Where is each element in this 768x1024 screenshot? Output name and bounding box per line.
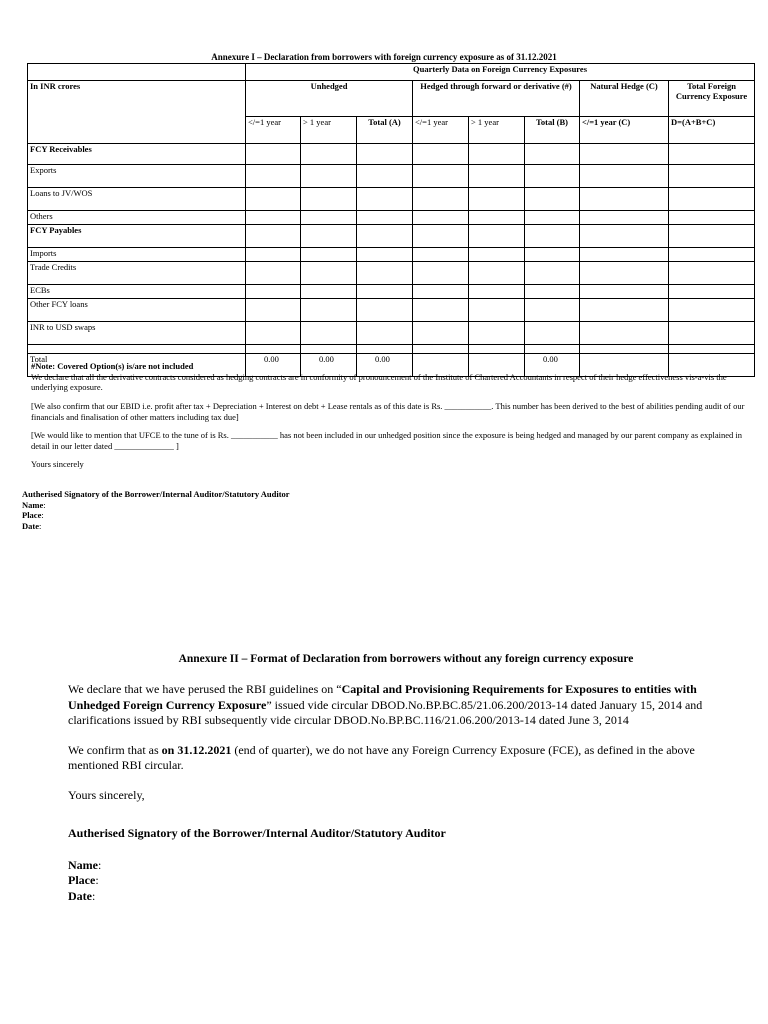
quarterly-data-header: Quarterly Data on Foreign Currency Exposures [246,64,755,81]
p1-start: We declare that we have perused the RBI guidelines on “ [68,682,342,696]
annexure-2-signature-block [68,826,446,904]
p1-bold: Capital and Provisioning Requirements for Exposures to entities with Unhedged Foreign Currency Exposure [68,682,697,712]
total-unhedged-total: 0.00 [357,354,413,377]
place-colon: : [41,510,44,521]
p2-bold: on 31.12.2021 [161,742,232,757]
place-label-2: Place [68,873,96,888]
row-label-fcy-receivables: FCY Receivables [28,144,246,165]
name-label: Name [22,499,44,510]
p2-end: (end of quarter), we do not have any Foreign Currency Exposure (FCE), as defined in the above mentioned RBI circular. [68,742,695,773]
hedged-group-header: Hedged through forward or derivative (#) [413,81,580,117]
row-label-other-fcy-loans: Other FCY loans [28,299,246,322]
date-label: Date [22,520,39,531]
name-colon: : [43,499,46,510]
subheader-gt1-a: > 1 year [301,117,357,144]
total-hedged-total: 0.00 [525,354,580,377]
unit-label: In INR crores [28,81,246,144]
ufce-mention-text: [We would like to mention that UFCE to the tune of is Rs. ___________ has not been included in our unhedged position since the exposure is being hedged and managed by our parent company as explained in detail in our letter dated ______________ ] [31,430,743,451]
subheader-gt1-b: > 1 year [469,117,525,144]
subheader-total-b: Total (B) [525,117,580,144]
annexure-1-notes [31,361,751,478]
subheader-le1-b: </=1 year [413,117,469,144]
annexure-1-title: Annexure I – Declaration from borrowers with foreign currency exposure as of 31.12.2021 [211,52,557,62]
total-exposure-header: Total Foreign Currency Exposure [669,81,755,117]
row-label-total: Total [28,354,246,377]
p1-end: ” issued vide circular DBOD.No.BP.BC.85/21.06.200/2013-14 dated January 15, 2014 and clarifications issued by RBI subsequently vide circular DBOD.No.BP.BC.116/21.06.200/2013-14 dated June 3, 2014 [68,697,703,728]
no-fce-confirmation-paragraph [68,743,748,774]
total-unhedged-gt1: 0.00 [301,354,357,377]
rbi-guidelines-paragraph [68,682,748,729]
row-label-ecbs: ECBs [28,285,246,299]
ebid-confirmation-text: [We also confirm that our EBID i.e. profit after tax + Depreciation + Interest on debt + Lease rentals as of this date is Rs. ___________. This number has been derived to the best of abilities pending audit of our financials and finalisation of other matters including tax due] [31,400,745,422]
subheader-total-a: Total (A) [357,117,413,144]
name-label-2: Name [68,857,98,872]
date-colon: : [39,520,42,531]
subheader-le1-a: </=1 year [246,117,301,144]
subheader-d: D=(A+B+C) [669,117,755,144]
hedging-declaration-text: We declare that all the derivative contracts considered as hedging contracts are in conformity of pronouncement of the Institute of Chartered Accountants in respect of their hedge effectiveness vis-a-vis the underlying exposure. [31,371,727,393]
blank-corner-cell [28,64,246,81]
yours-sincerely: Yours sincerely [31,459,84,470]
signatory-title: Autherised Signatory of the Borrower/Internal Auditor/Statutory Auditor [22,489,290,499]
row-label-inr-usd-swaps: INR to USD swaps [28,322,246,345]
p2-start: We confirm that as [68,742,162,757]
place-label: Place [22,510,42,521]
date-colon-2: : [92,888,96,903]
total-unhedged-le1: 0.00 [246,354,301,377]
signatory-title-2: Autherised Signatory of the Borrower/Internal Auditor/Statutory Auditor [68,826,446,840]
row-label-others: Others [28,211,246,225]
foreign-currency-exposure-table [27,63,755,377]
name-colon-2: : [98,857,102,872]
unhedged-group-header: Unhedged [246,81,413,117]
row-label-exports: Exports [28,165,246,188]
annexure-2-title: Annexure II – Format of Declaration from borrowers without any foreign currency exposure [178,653,634,665]
annexure-2-body [68,682,748,818]
yours-sincerely-2: Yours sincerely, [68,787,145,802]
annexure-1-signature-block [22,489,290,532]
note-title: #Note: Covered Option(s) is/are not included [31,361,194,371]
natural-hedge-header: Natural Hedge (C) [580,81,669,117]
row-label-fcy-payables: FCY Payables [28,225,246,248]
row-label-loans-jv: Loans to JV/WOS [28,188,246,211]
subheader-le1-c: </=1 year (C) [580,117,669,144]
place-colon-2: : [95,873,99,888]
row-label-trade-credits: Trade Credits [28,262,246,285]
row-label-imports: Imports [28,248,246,262]
date-label-2: Date [68,888,92,903]
